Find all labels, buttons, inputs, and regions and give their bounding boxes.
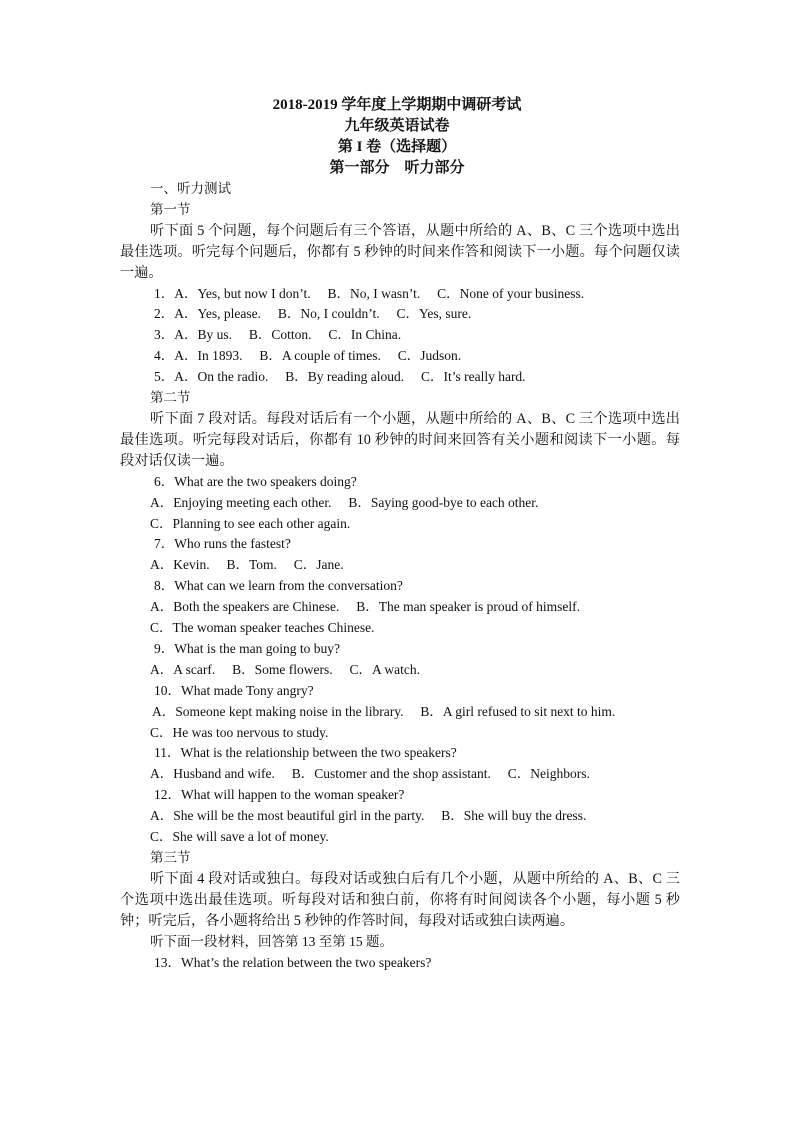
sec3-instructions: 听下面 4 段对话或独白。每段对话或独白后有几个小题，从题中所给的 A、B、C 三个选项中选出最佳选项。听每段对话和独白前，你将有时间阅读各个小题，每小题 5 秒钟；听完后，各小题将给出 5 秒钟的作答时间，每段对话或独白读两遍。 (120, 870, 680, 929)
question-9-options: A．A scarf. B．Some flowers. C．A watch. (150, 661, 420, 677)
exam-part: 第一部分 听力部分 (329, 160, 465, 176)
question-8-options-ab: A．Both the speakers are Chinese. B．The man speaker is proud of himself. (150, 599, 581, 615)
question-11-options: A．Husband and wife. B．Customer and the shop assistant. C．Neighbors. (150, 766, 590, 782)
question-7-options: A．Kevin. B．Tom. C．Jane. (150, 557, 344, 573)
question-1: 1．A．Yes, but now I don’t. B．No, I wasn’t. C．None of your business. (154, 285, 585, 301)
exam-volume: 第 I 卷（选择题） (337, 139, 457, 155)
question-9: 9．What is the man going to buy? (154, 640, 340, 656)
sec2-instructions: 听下面 7 段对话。每段对话后有一个小题，从题中所给的 A、B、C 三个选项中选出最佳选项。听完每段对话后，你都有 10 秒钟的时间来回答有关小题和阅读下一小题。每段对话仅读一遍。 (120, 410, 680, 469)
question-11: 11．What is the relationship between the two speakers? (154, 745, 457, 761)
sec3-material: 听下面一段材料，回答第 13 至第 15 题。 (150, 933, 393, 949)
exam-header (0, 95, 794, 179)
sec1-name: 第一节 (150, 201, 191, 217)
question-10: 10．What made Tony angry? (154, 682, 314, 698)
question-6: 6．What are the two speakers doing? (154, 473, 357, 489)
question-7: 7．Who runs the fastest? (154, 536, 291, 552)
question-12: 12．What will happen to the woman speaker? (154, 787, 405, 803)
exam-title: 2018-2019 学年度上学期期中调研考试 (272, 97, 522, 113)
question-8-option-c: C．The woman speaker teaches Chinese. (150, 620, 375, 636)
question-2: 2．A．Yes, please. B．No, I couldn’t. C．Yes, sure. (154, 306, 472, 322)
question-3: 3．A．By us. B．Cotton. C．In China. (154, 327, 402, 343)
question-12-option-c: C．She will save a lot of money. (150, 829, 329, 845)
question-13: 13．What’s the relation between the two speakers? (154, 954, 432, 970)
question-10-option-c: C．He was too nervous to study. (150, 724, 329, 740)
section-heading: 一、听力测试 (150, 181, 231, 196)
exam-grade: 九年级英语试卷 (344, 118, 450, 134)
question-6-option-c: C．Planning to see each other again. (150, 515, 351, 531)
question-4: 4．A．In 1893. B．A couple of times. C．Judson. (154, 348, 462, 364)
sec3-name: 第三节 (150, 850, 191, 865)
question-6-options-ab: A．Enjoying meeting each other. B．Saying good-bye to each other. (150, 494, 539, 510)
exam-body (120, 179, 680, 973)
question-10-options-ab: A．Someone kept making noise in the library. B．A girl refused to sit next to him. (152, 703, 616, 719)
question-8: 8．What can we learn from the conversation? (154, 578, 403, 594)
question-12-options-ab: A．She will be the most beautiful girl in the party. B．She will buy the dress. (150, 808, 587, 824)
question-5: 5．A．On the radio. B．By reading aloud. C．It’s really hard. (154, 369, 526, 385)
sec2-name: 第二节 (150, 390, 191, 406)
sec1-instructions: 听下面 5 个问题，每个问题后有三个答语，从题中所给的 A、B、C 三个选项中选出最佳选项。听完每个问题后，你都有 5 秒钟的时间来作答和阅读下一小题。每个问题仅读一遍。 (120, 222, 680, 281)
